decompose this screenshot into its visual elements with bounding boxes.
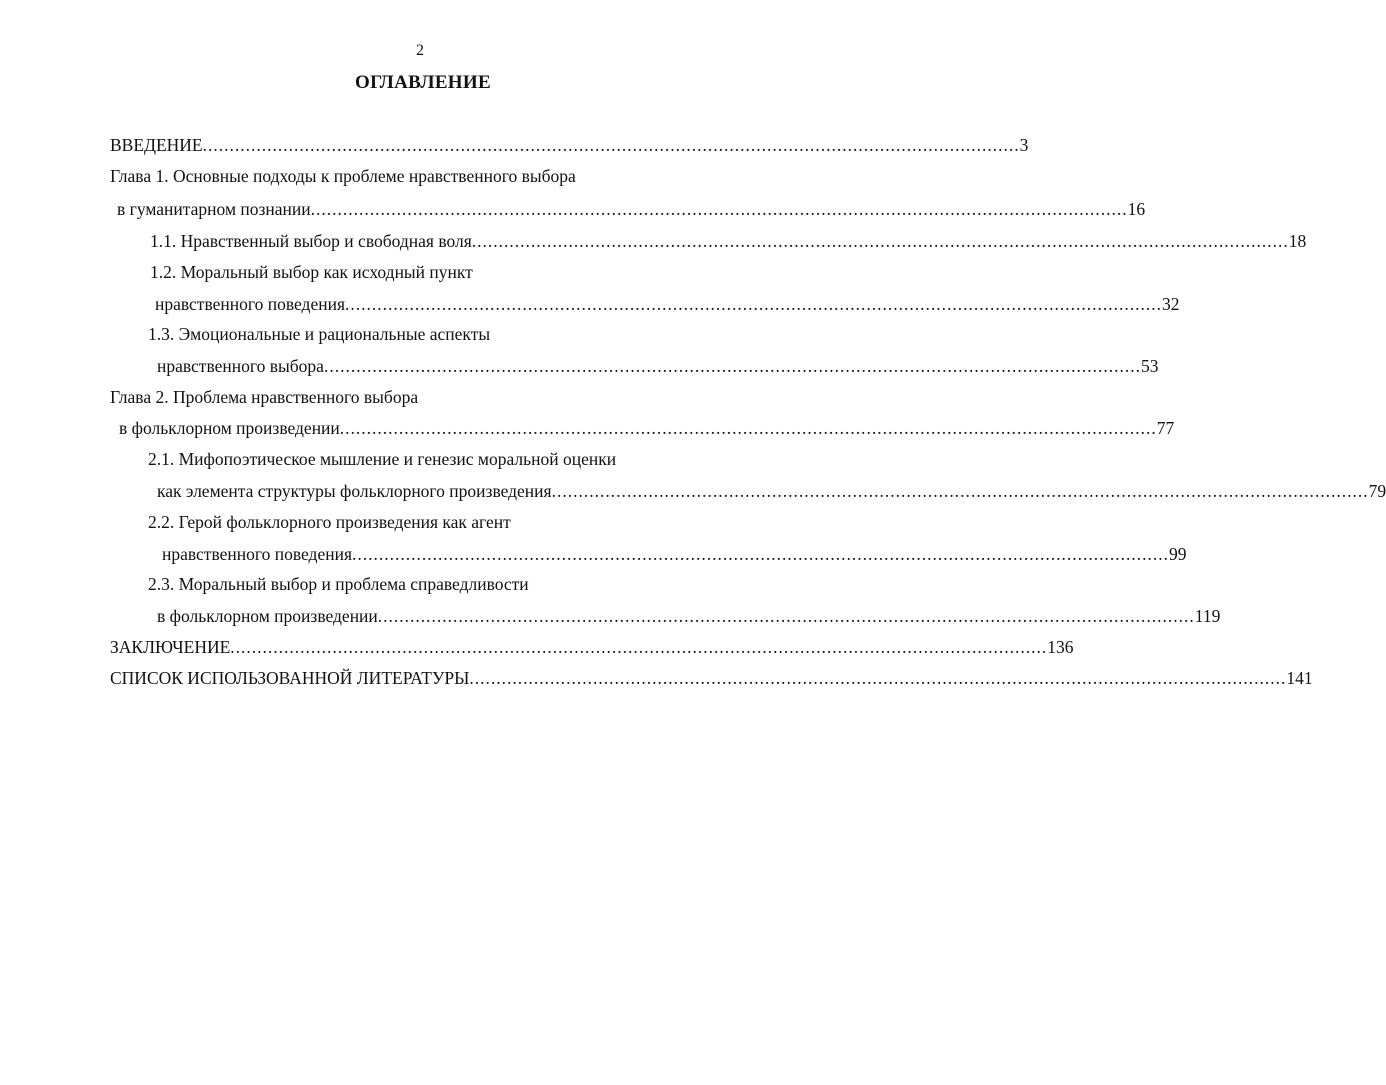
toc-entry-text: СПИСОК ИСПОЛЬЗОВАННОЙ ЛИТЕРАТУРЫ bbox=[110, 668, 470, 688]
toc-entry-chapter-1[interactable] bbox=[117, 198, 1146, 220]
toc-entry-section-2-3[interactable] bbox=[157, 605, 1221, 627]
toc-entry-section-1-1[interactable] bbox=[150, 230, 1307, 252]
toc-entry-section-1-2[interactable] bbox=[155, 293, 1180, 315]
dot-leader: ........................................................................................................................................................ bbox=[230, 637, 1048, 657]
toc-section-1-3-title[interactable]: 1.3. Эмоциональные и рациональные аспекты bbox=[148, 324, 491, 344]
toc-entry-text: ВВЕДЕНИЕ bbox=[110, 135, 203, 155]
toc-page-number: 53 bbox=[1140, 356, 1159, 376]
dot-leader: ........................................................................................................................................................ bbox=[352, 544, 1169, 564]
toc-page-number: 3 bbox=[1019, 135, 1029, 155]
dot-leader: ........................................................................................................................................................ bbox=[202, 135, 1020, 155]
toc-page-number: 136 bbox=[1047, 637, 1074, 657]
toc-page-number: 18 bbox=[1288, 231, 1307, 251]
toc-section-2-3-title[interactable]: 2.3. Моральный выбор и проблема справедливости bbox=[148, 574, 529, 594]
toc-entry-conclusion[interactable] bbox=[110, 636, 1074, 658]
dot-leader: ........................................................................................................................................................ bbox=[339, 418, 1157, 438]
toc-entry-chapter-2[interactable] bbox=[119, 417, 1175, 439]
toc-entry-text: 1.1. Нравственный выбор и свободная воля bbox=[150, 231, 472, 251]
dot-leader: ........................................................................................................................................................ bbox=[551, 481, 1369, 501]
toc-page-number: 79 bbox=[1368, 481, 1386, 501]
page-title: ОГЛАВЛЕНИЕ bbox=[355, 72, 491, 93]
toc-entry-section-1-3[interactable] bbox=[157, 355, 1159, 377]
dot-leader: ........................................................................................................................................................ bbox=[469, 668, 1287, 688]
dot-leader: ........................................................................................................................................................ bbox=[310, 199, 1128, 219]
toc-entry-text: как элемента структуры фольклорного произведения bbox=[157, 481, 552, 501]
toc-entry-text: нравственного поведения bbox=[155, 294, 345, 314]
toc-entry-text: в фольклорном произведении bbox=[157, 606, 378, 626]
toc-entry-text: в фольклорном произведении bbox=[119, 418, 340, 438]
toc-entry-references[interactable] bbox=[110, 667, 1313, 689]
toc-chapter-1-title[interactable]: Глава 1. Основные подходы к проблеме нравственного выбора bbox=[110, 166, 576, 186]
dot-leader: ........................................................................................................................................................ bbox=[345, 294, 1162, 314]
toc-page-number: 141 bbox=[1286, 668, 1313, 688]
toc-entry-text: нравственного выбора bbox=[157, 356, 324, 376]
toc-page-number: 32 bbox=[1162, 294, 1180, 314]
toc-page-number: 16 bbox=[1127, 199, 1146, 219]
toc-section-2-2-title[interactable]: 2.2. Герой фольклорного произведения как агент bbox=[148, 512, 511, 532]
dot-leader: ........................................................................................................................................................ bbox=[323, 356, 1141, 376]
toc-entry-text: ЗАКЛЮЧЕНИЕ bbox=[110, 637, 231, 657]
dot-leader: ........................................................................................................................................................ bbox=[377, 606, 1195, 626]
toc-page-number: 77 bbox=[1156, 418, 1175, 438]
toc-section-2-1-title[interactable]: 2.1. Мифопоэтическое мышление и генезис моральной оценки bbox=[148, 449, 617, 469]
toc-section-1-2-title[interactable]: 1.2. Моральный выбор как исходный пункт bbox=[150, 262, 473, 282]
dot-leader: ........................................................................................................................................................ bbox=[471, 231, 1289, 251]
toc-entry-introduction[interactable] bbox=[110, 134, 1029, 156]
toc-entry-text: в гуманитарном познании bbox=[117, 199, 311, 219]
toc-chapter-2-title[interactable]: Глава 2. Проблема нравственного выбора bbox=[110, 387, 419, 407]
toc-entry-section-2-1[interactable] bbox=[157, 480, 1386, 502]
toc-entry-text: нравственного поведения bbox=[162, 544, 352, 564]
toc-entry-section-2-2[interactable] bbox=[162, 543, 1187, 565]
page-number: 2 bbox=[416, 42, 424, 59]
toc-page-number: 99 bbox=[1169, 544, 1187, 564]
toc-page-number: 119 bbox=[1194, 606, 1221, 626]
